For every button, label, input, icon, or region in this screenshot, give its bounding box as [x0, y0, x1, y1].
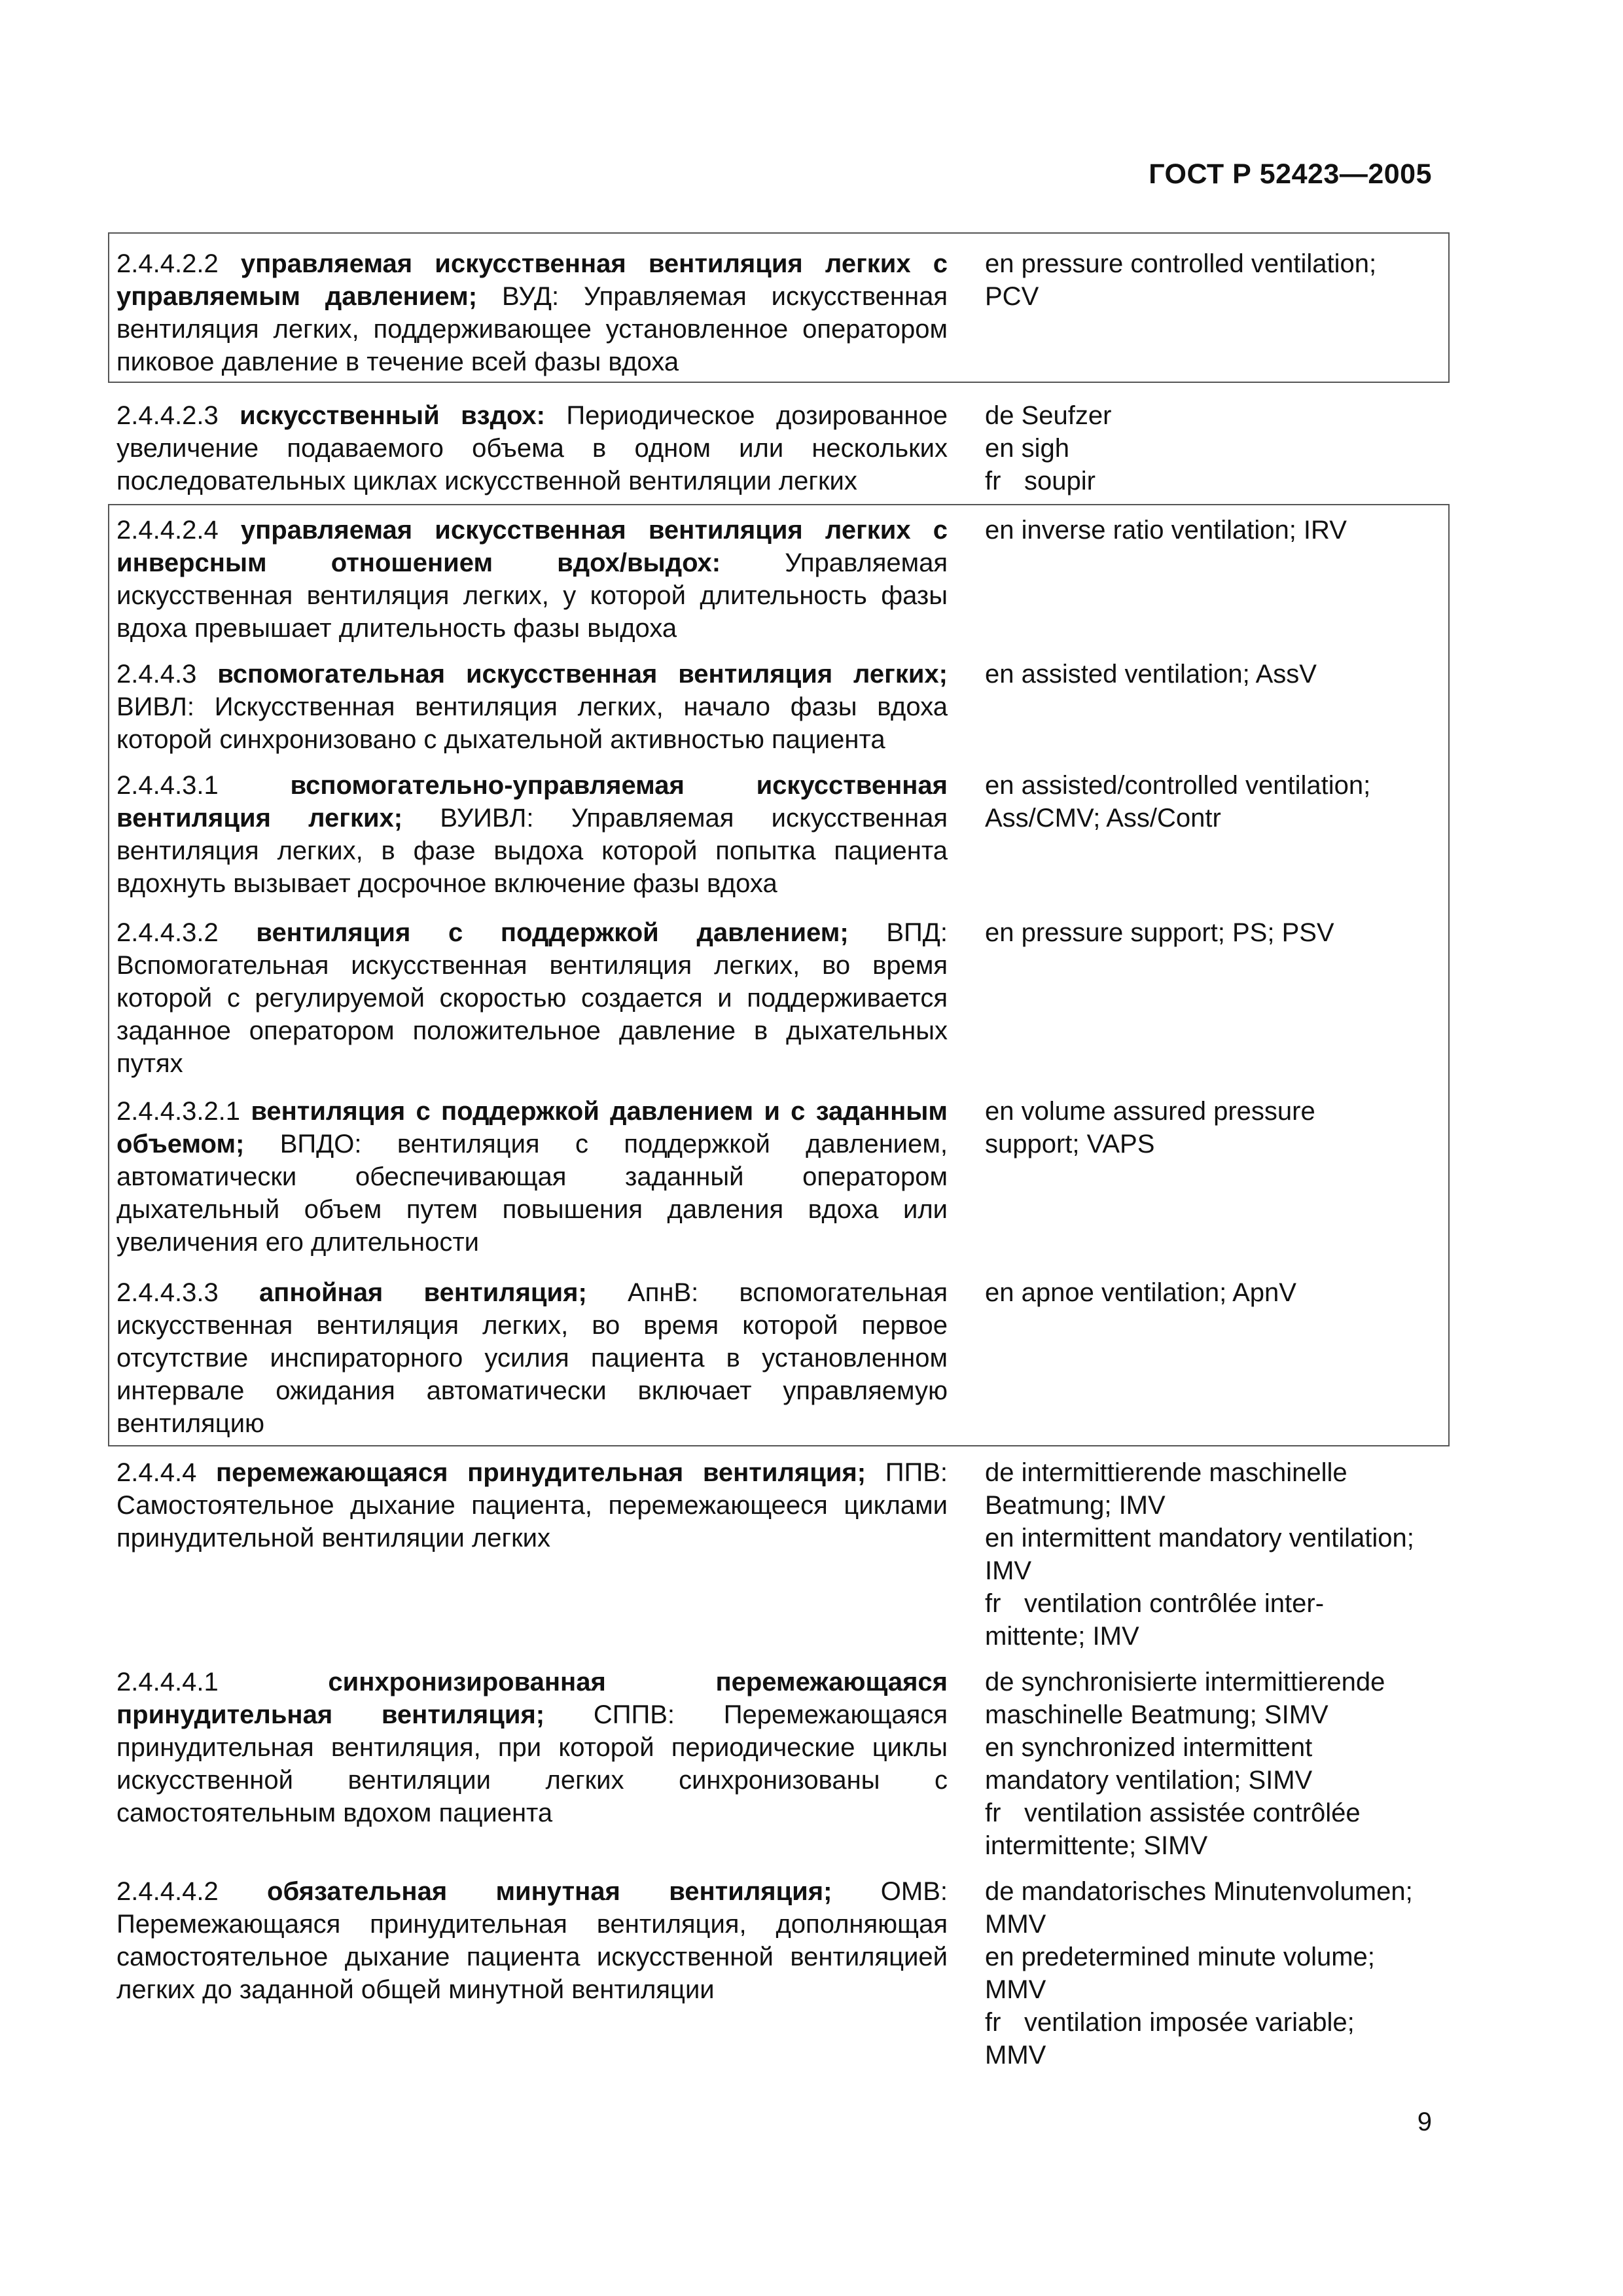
- translation-text: en pressure support; PS; PSV: [985, 918, 1334, 947]
- term-definition: Периодическое дозированное увеличение подаваемого объема в одном или нескольких последовательных циклах искусственной вентиляции легких: [116, 401, 948, 495]
- translation-text: en predetermined minute volume;: [985, 1943, 1375, 1971]
- term-title: перемежающаяся принудительная вентиляция;: [215, 1458, 866, 1487]
- translation-text: IMV: [985, 1556, 1032, 1585]
- translation-line: [985, 1731, 1443, 1764]
- term-title: апнойная вентиляция;: [259, 1278, 587, 1307]
- translation-text: MMV: [985, 1910, 1046, 1939]
- translation-line: [985, 1276, 1443, 1309]
- translation-text: en apnoe ventilation; ApnV: [985, 1278, 1296, 1307]
- term-number: 2.4.4.3.2: [116, 918, 219, 947]
- term-number: 2.4.4.2.2: [116, 249, 219, 278]
- language-code: fr: [985, 2008, 1001, 2037]
- translation-text: en synchronized intermittent: [985, 1733, 1313, 1762]
- translation-line: [985, 432, 1443, 465]
- term-number: 2.4.4.3.2.1: [116, 1097, 241, 1126]
- translation-text: de mandatorisches Minutenvolumen;: [985, 1877, 1413, 1906]
- translation-line: [985, 1095, 1443, 1128]
- translation-line: [985, 465, 1443, 497]
- term-definition: ВПД: Вспомогательная искусственная вентиляция легких, во время которой с регулируемой скоростью создается и поддерживается заданное оператором положительное давление в дыхательных путях: [116, 918, 948, 1078]
- translation-line: [985, 280, 1443, 313]
- translation-text: en pressure controlled ventilation;: [985, 249, 1377, 278]
- translation-line: [985, 247, 1443, 280]
- term-definition-block: [116, 1095, 948, 1259]
- translation-line: [985, 1489, 1443, 1522]
- page-number: 9: [1417, 2108, 1432, 2136]
- translation-text: maschinelle Beatmung; SIMV: [985, 1700, 1329, 1729]
- translation-line: [985, 916, 1443, 949]
- term-number: 2.4.4.4.1: [116, 1668, 219, 1696]
- term-definition: ВИВЛ: Искусственная вентиляция легких, начало фазы вдоха которой синхронизовано с дыхательной активностью пациента: [116, 692, 948, 754]
- translation-line: [985, 1973, 1443, 2006]
- translation-text: en volume assured pressure: [985, 1097, 1315, 1126]
- translation-text: MMV: [985, 2041, 1046, 2070]
- term-number: 2.4.4.4.2: [116, 1877, 219, 1906]
- translation-text: en assisted/controlled ventilation;: [985, 771, 1371, 800]
- term-definition: ППВ: Самостоятельное дыхание пациента, перемежающееся циклами принудительной вентиляции легких: [116, 1458, 948, 1552]
- translation-text: ventilation imposée variable;: [1024, 2008, 1355, 2037]
- translation-line: [985, 1941, 1443, 1973]
- translation-text: PCV: [985, 282, 1039, 311]
- translation-line: [985, 1797, 1443, 1829]
- translation-line: [985, 1698, 1443, 1731]
- term-number: 2.4.4.3: [116, 660, 197, 689]
- term-title: управляемая искусственная вентиляция легких с инверсным отношением вдох/выдох:: [116, 516, 948, 577]
- translation-text: mittente; IMV: [985, 1622, 1139, 1651]
- term-definition-block: [116, 769, 948, 900]
- translation-line: [985, 1666, 1443, 1698]
- term-title: вентиляция с поддержкой давлением и с заданным объемом;: [116, 1097, 948, 1158]
- term-definition: ВПДО: вентиляция с поддержкой давлением, автоматически обеспечивающая заданный оператором дыхательный объем путем повышения давления вдоха или увеличения его длительности: [116, 1130, 948, 1257]
- translation-text: de intermittierende maschinelle: [985, 1458, 1347, 1487]
- term-definition: ВУД: Управляемая искусственная вентиляция легких, поддерживающее установленное оператором пиковое давление в течение всей фазы вдоха: [116, 282, 948, 376]
- term-definition-block: [116, 514, 948, 645]
- term-title: управляемая искусственная вентиляция легких с управляемым давлением;: [116, 249, 948, 311]
- term-number: 2.4.4.2.3: [116, 401, 219, 430]
- translation-line: [985, 399, 1443, 432]
- term-title: вспомогательная искусственная вентиляция легких;: [217, 660, 948, 689]
- term-definition: ВУИВЛ: Управляемая искусственная вентиляция легких, в фазе выдоха которой попытка пациента вдохнуть вызывает досрочное включение фазы вдоха: [116, 804, 948, 898]
- translation-text: Beatmung; IMV: [985, 1491, 1166, 1520]
- term-definition-block: [116, 1666, 948, 1829]
- term-definition-block: [116, 247, 948, 378]
- term-title: синхронизированная перемежающаяся принудительная вентиляция;: [116, 1668, 948, 1729]
- translation-text: ventilation assistée contrôlée: [1024, 1799, 1361, 1827]
- term-definition-block: [116, 1276, 948, 1440]
- translation-text: de synchronisierte intermittierende: [985, 1668, 1385, 1696]
- translation-text: ventilation contrôlée inter-: [1024, 1589, 1325, 1618]
- translation-line: [985, 1829, 1443, 1862]
- translation-line: [985, 802, 1443, 834]
- translation-line: [985, 1554, 1443, 1587]
- translation-line: [985, 1522, 1443, 1554]
- language-code: fr: [985, 1799, 1001, 1827]
- translation-line: [985, 1620, 1443, 1653]
- term-title: обязательная минутная вентиляция;: [267, 1877, 832, 1906]
- term-number: 2.4.4.3.3: [116, 1278, 219, 1307]
- term-definition-block: [116, 916, 948, 1080]
- term-definition-block: [116, 1456, 948, 1554]
- translation-text: support; VAPS: [985, 1130, 1155, 1158]
- translation-text: MMV: [985, 1975, 1046, 2004]
- translation-text: en inverse ratio ventilation; IRV: [985, 516, 1347, 545]
- term-number: 2.4.4.3.1: [116, 771, 219, 800]
- language-code: fr: [985, 467, 1001, 495]
- term-number: 2.4.4.2.4: [116, 516, 219, 545]
- translation-line: [985, 769, 1443, 802]
- translation-text: en assisted ventilation; AssV: [985, 660, 1317, 689]
- term-title: искусственный вздох:: [240, 401, 545, 430]
- translation-text: en intermittent mandatory ventilation;: [985, 1524, 1414, 1552]
- translation-line: [985, 1908, 1443, 1941]
- translation-text: de Seufzer: [985, 401, 1112, 430]
- translation-text: en sigh: [985, 434, 1069, 463]
- term-definition: Управляемая искусственная вентиляция легких, у которой длительность фазы вдоха превышает длительность фазы выдоха: [116, 548, 948, 643]
- translation-line: [985, 2006, 1443, 2039]
- translation-line: [985, 1875, 1443, 1908]
- term-definition: СППВ: Перемежающаяся принудительная вентиляция, при которой периодические циклы искусственной вентиляции легких синхронизованы с самостоятельным вдохом пациента: [116, 1700, 948, 1827]
- translation-line: [985, 1456, 1443, 1489]
- translation-text: mandatory ventilation; SIMV: [985, 1766, 1313, 1795]
- document-header: ГОСТ Р 52423—2005: [1149, 158, 1432, 190]
- translation-line: [985, 1587, 1443, 1620]
- term-definition-block: [116, 658, 948, 756]
- term-definition-block: [116, 399, 948, 497]
- term-title: вспомогательно-управляемая искусственная вентиляция легких;: [116, 771, 948, 833]
- term-definition: ОМВ: Перемежающаяся принудительная вентиляция, дополняющая самостоятельное дыхание пациента искусственной вентиляцией легких до заданной общей минутной вентиляции: [116, 1877, 948, 2004]
- translation-line: [985, 514, 1443, 547]
- translation-text: Ass/CMV; Ass/Contr: [985, 804, 1221, 833]
- term-definition: АпнВ: вспомогательная искусственная вентиляция легких, во время которой первое отсутствие инспираторного усилия пациента в установленном интервале ожидания автоматически включает управляемую вентиляцию: [116, 1278, 948, 1438]
- term-number: 2.4.4.4: [116, 1458, 197, 1487]
- language-code: fr: [985, 1589, 1001, 1618]
- translation-line: [985, 1764, 1443, 1797]
- translation-line: [985, 1128, 1443, 1160]
- translation-line: [985, 2039, 1443, 2072]
- term-title: вентиляция с поддержкой давлением;: [256, 918, 849, 947]
- translation-line: [985, 658, 1443, 691]
- term-definition-block: [116, 1875, 948, 2006]
- translation-text: intermittente; SIMV: [985, 1831, 1208, 1860]
- translation-text: soupir: [1024, 467, 1096, 495]
